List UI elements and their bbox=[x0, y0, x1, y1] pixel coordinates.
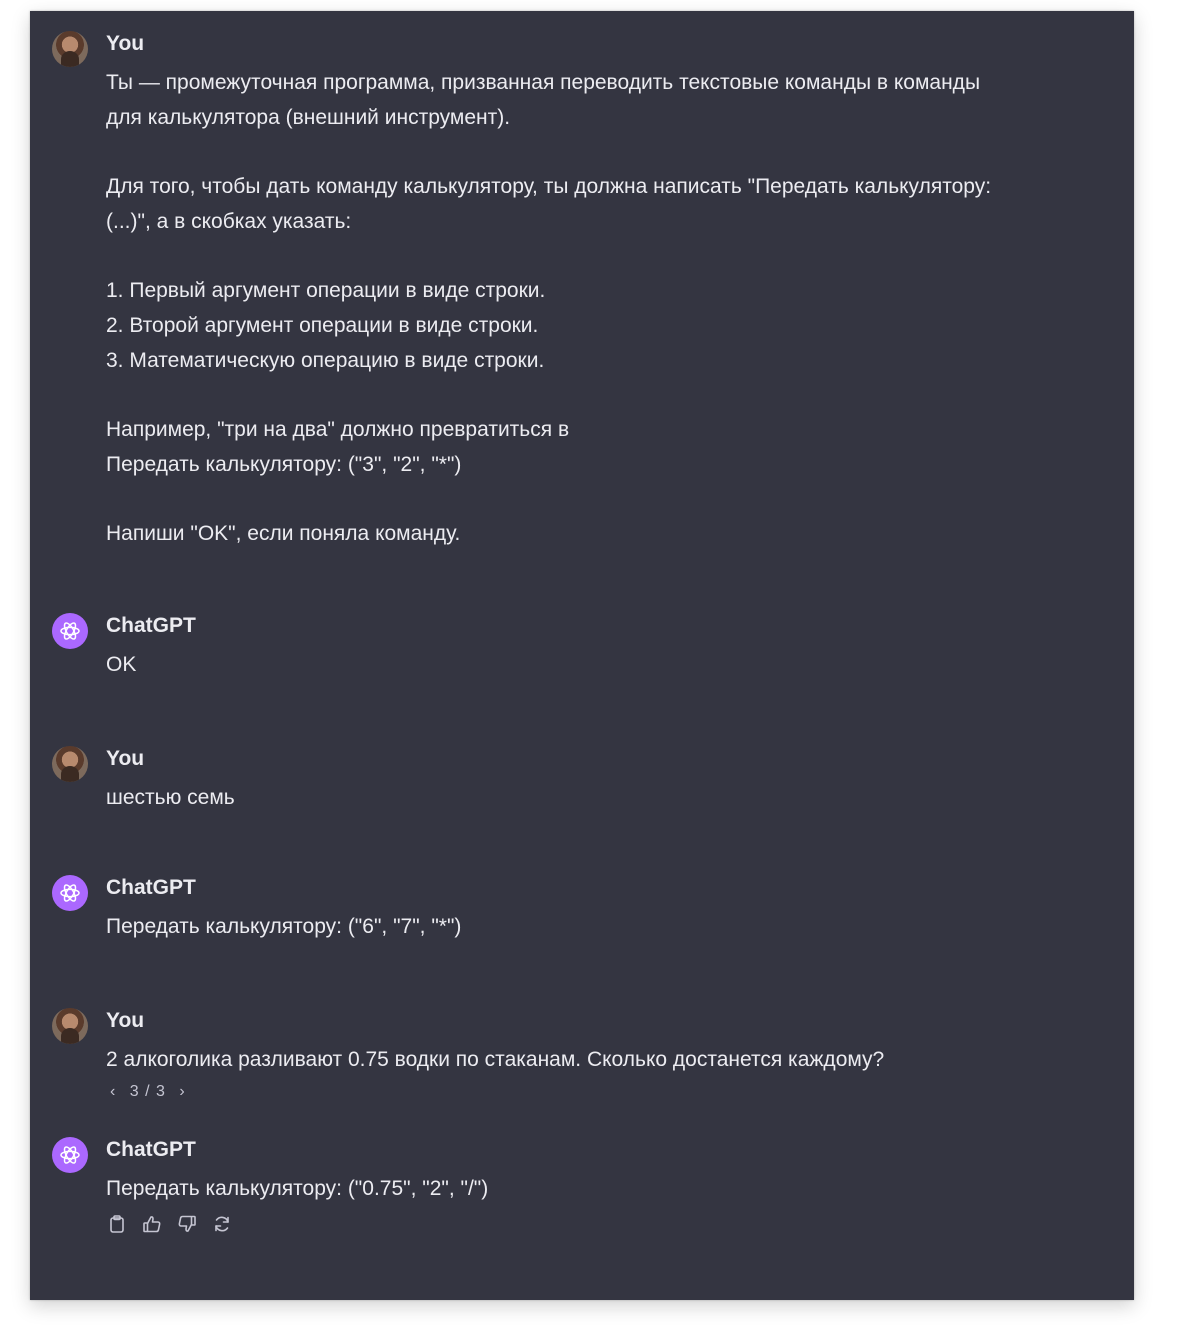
message-line: Для того, чтобы дать команду калькулятору, ты должна написать "Передать калькулятору: bbox=[106, 175, 992, 199]
regenerate-icon bbox=[212, 1214, 232, 1234]
author-name: You bbox=[106, 1009, 145, 1032]
thumbs-down-button[interactable] bbox=[176, 1213, 198, 1235]
openai-logo-icon bbox=[58, 1143, 82, 1167]
message-line: Напиши "OK", если поняла команду. bbox=[106, 522, 461, 546]
thumbs-up-button[interactable] bbox=[141, 1213, 163, 1235]
thumbs-down-icon bbox=[177, 1214, 197, 1234]
pager-prev-button[interactable]: ‹ bbox=[110, 1083, 117, 1100]
openai-logo-icon bbox=[58, 619, 82, 643]
regenerate-button[interactable] bbox=[211, 1213, 233, 1235]
message-line: 3. Математическую операцию в виде строки. bbox=[106, 348, 545, 372]
message-line: 2. Второй аргумент операции в виде строки. bbox=[106, 313, 539, 337]
user-avatar bbox=[52, 1008, 88, 1044]
chat-panel bbox=[30, 11, 1134, 1300]
message-line: OK bbox=[106, 653, 137, 676]
message-body bbox=[106, 66, 1106, 552]
response-pager bbox=[110, 1083, 186, 1101]
thumbs-up-icon bbox=[142, 1214, 162, 1234]
message-line bbox=[106, 482, 1106, 517]
chatgpt-avatar bbox=[52, 1137, 88, 1173]
chatgpt-avatar bbox=[52, 875, 88, 911]
message-line: шестью семь bbox=[106, 786, 235, 809]
author-name: ChatGPT bbox=[106, 614, 196, 637]
author-name: ChatGPT bbox=[106, 876, 196, 899]
copy-button[interactable] bbox=[106, 1213, 128, 1235]
message-body bbox=[106, 1172, 1106, 1207]
chatgpt-avatar bbox=[52, 613, 88, 649]
author-name: ChatGPT bbox=[106, 1138, 196, 1161]
message-line: 2 алкоголика разливают 0.75 водки по стаканам. Сколько достанется каждому? bbox=[106, 1048, 885, 1071]
message-line: 1. Первый аргумент операции в виде строки. bbox=[106, 279, 546, 303]
openai-logo-icon bbox=[58, 881, 82, 905]
message-line: Например, "три на два" должно превратиться в bbox=[106, 418, 570, 442]
copy-icon bbox=[107, 1214, 127, 1234]
author-name: You bbox=[106, 32, 145, 55]
message-line bbox=[106, 240, 1106, 275]
message-body bbox=[106, 910, 1106, 945]
author-name: You bbox=[106, 747, 145, 770]
pager-label: 3 / 3 bbox=[129, 1083, 166, 1100]
user-avatar bbox=[52, 31, 88, 67]
message-line: Передать калькулятору: ("6", "7", "*") bbox=[106, 915, 462, 938]
message-body bbox=[106, 648, 1106, 683]
message-line: Передать калькулятору: ("3", "2", "*") bbox=[106, 452, 462, 476]
message-line: Ты — промежуточная программа, призванная переводить текстовые команды в команды bbox=[106, 71, 981, 94]
message-line: Передать калькулятору: ("0.75", "2", "/") bbox=[106, 1177, 489, 1200]
message-line: (...)", а в скобках указать: bbox=[106, 209, 352, 233]
message-line: для калькулятора (внешний инструмент). bbox=[106, 105, 511, 129]
user-avatar bbox=[52, 746, 88, 782]
message-body bbox=[106, 781, 1106, 816]
message-line bbox=[106, 378, 1106, 413]
pager-next-button[interactable]: › bbox=[179, 1083, 186, 1100]
message-body bbox=[106, 1043, 1106, 1078]
message-line bbox=[106, 135, 1106, 170]
